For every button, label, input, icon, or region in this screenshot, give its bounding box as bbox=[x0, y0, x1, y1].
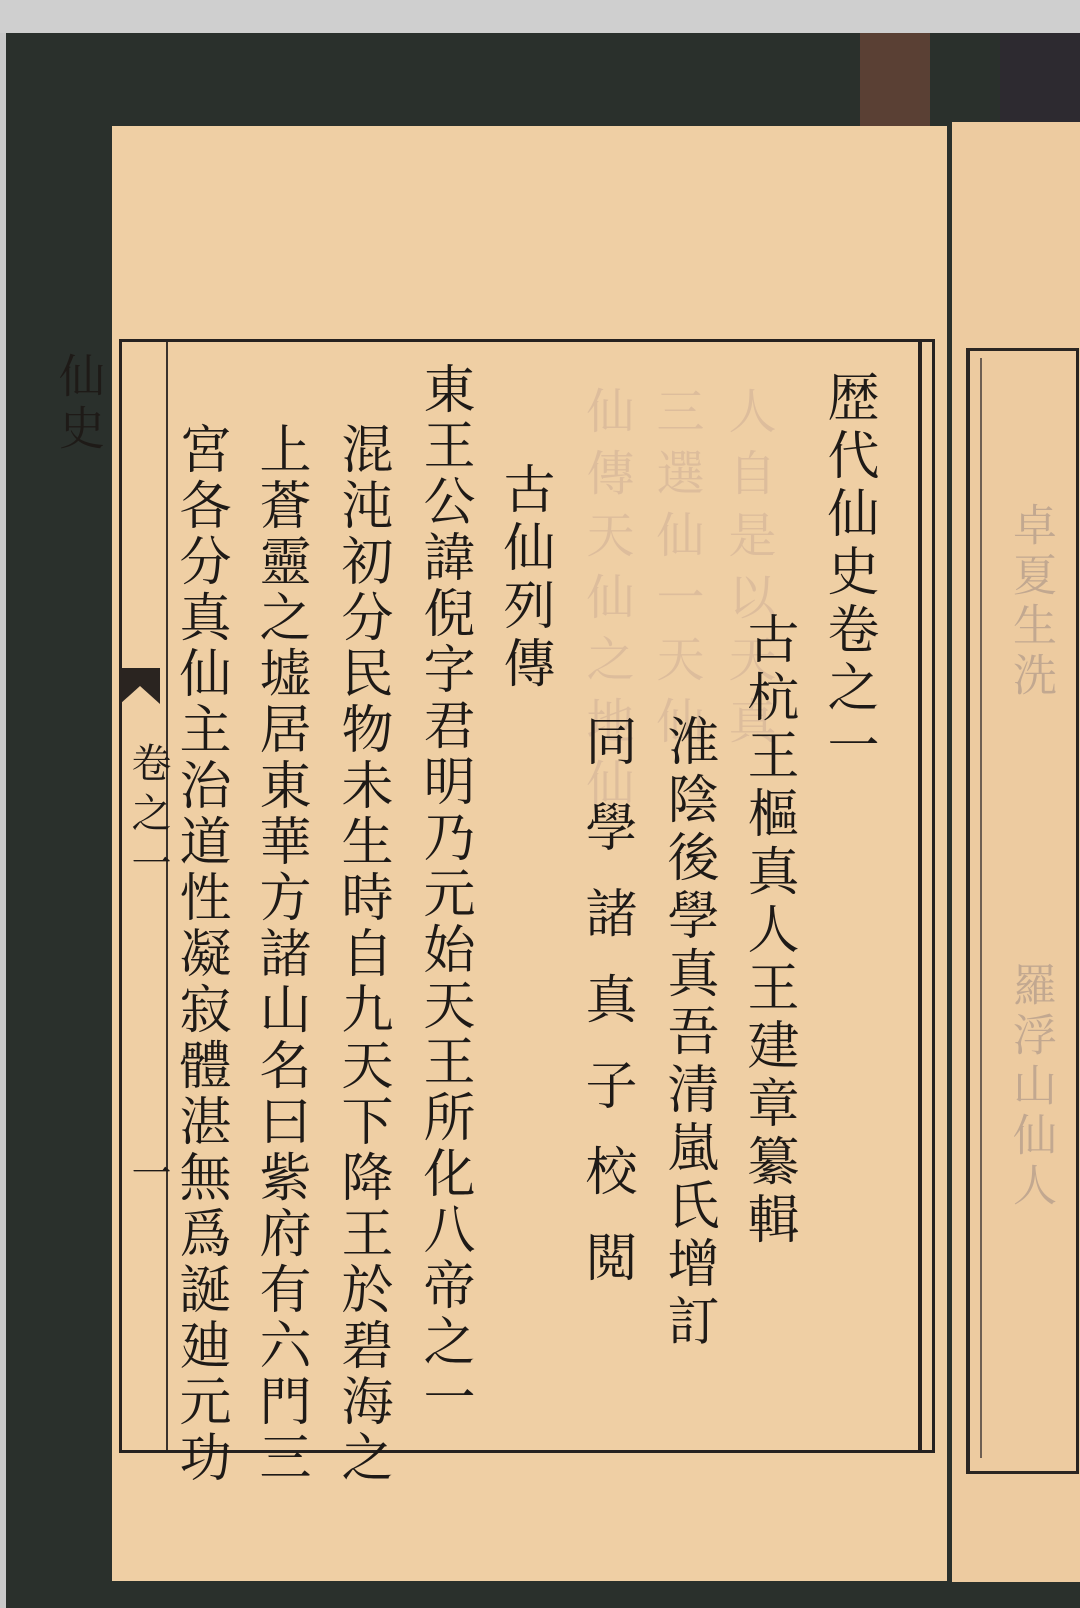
title-column: 歴代仙史卷之一 bbox=[818, 370, 878, 776]
book-page bbox=[52, 126, 947, 1581]
bleed-through-text: 人自是以天真 bbox=[720, 386, 776, 758]
text-line-1: 東王公諱倪字君明乃元始天王所化八帝之一 bbox=[414, 362, 474, 1426]
text-line-2: 混沌初分民物未生時自九天下降王於碧海之 bbox=[332, 422, 392, 1486]
margin-volume: 卷之一 bbox=[125, 742, 171, 892]
margin-book-title: 仙史 bbox=[52, 352, 106, 456]
editor-column: 淮陰後學真吾清嵐氏增訂 bbox=[658, 714, 718, 1352]
right-page-text-1: 卓夏生洗 bbox=[1005, 502, 1056, 702]
text-line-3: 上蒼靈之墟居東華方諸山名曰紫府有六門三 bbox=[250, 422, 310, 1486]
text-line-4: 宮各分真仙主治道性凝寂體湛無爲誕廸元功 bbox=[170, 422, 230, 1486]
margin-page-number: 一 bbox=[125, 1152, 171, 1202]
right-page bbox=[952, 122, 1080, 1582]
proofreader-column: 同學諸真子校閲 bbox=[576, 714, 636, 1316]
section-heading: 古仙列傳 bbox=[494, 462, 554, 694]
fish-tail-mark bbox=[118, 664, 162, 710]
right-page-rule bbox=[980, 358, 982, 1458]
right-page-text-2: 羅浮山仙人 bbox=[1005, 962, 1056, 1212]
bleed-through-text: 三選仙一天仙 bbox=[648, 386, 704, 758]
frame-rule-right bbox=[918, 342, 922, 1450]
compiler-column: 古杭王樞真人王建章纂輯 bbox=[738, 612, 798, 1250]
text-frame bbox=[52, 339, 935, 1486]
bleed-through-text: 仙傳天仙之地仙 bbox=[578, 386, 634, 820]
cover-right bbox=[1000, 33, 1080, 128]
frame-rule-center bbox=[166, 342, 168, 1450]
top-strip bbox=[0, 0, 1080, 33]
cover-edge bbox=[860, 33, 930, 128]
